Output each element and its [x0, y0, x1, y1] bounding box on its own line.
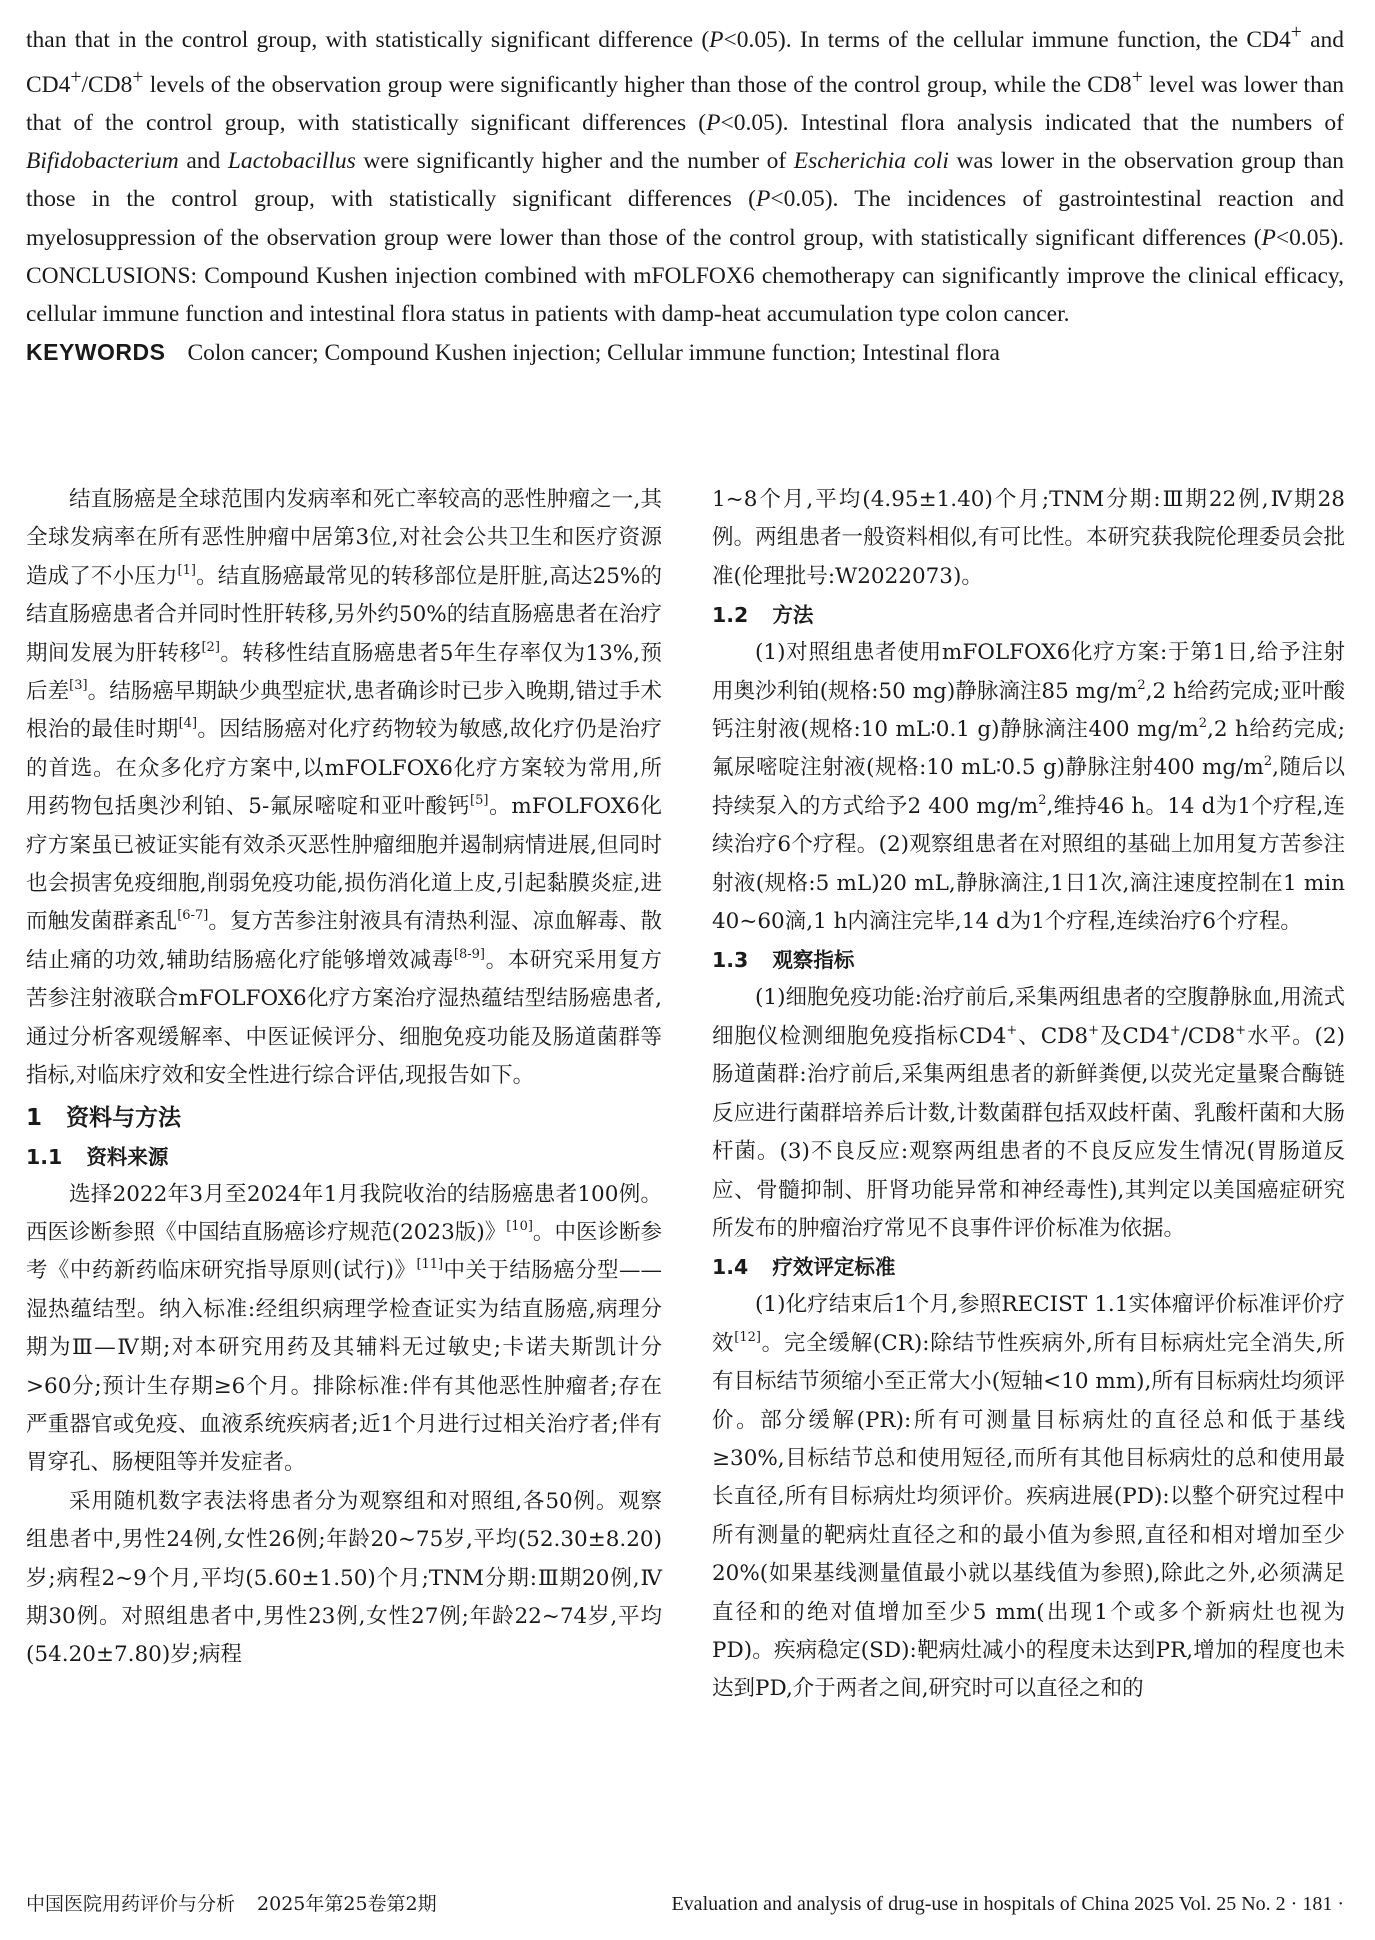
- subsection-heading-observation-indexes: 1.3 观察指标: [712, 948, 855, 973]
- grouping-paragraph: 采用随机数字表法将患者分为观察组和对照组,各50例。观察组患者中,男性24例,女性26例;年龄20~75岁,平均(52.30±8.20)岁;病程2~9个月,平均(5.60±1.50)个月;TNM分期:Ⅲ期20例,Ⅳ期30例。对照组患者中,男性23例,女性27例;年龄22~74岁,平均(54.20±7.80)岁;病程: [26, 1488, 662, 1668]
- efficacy-paragraph: (1)化疗结束后1个月,参照RECIST 1.1实体瘤评价标准评价疗效[12]。完全缓解(CR):除结节性疾病外,所有目标病灶完全消失,所有目标结节须缩小至正常大小(短轴<10 mm),所有目标病灶均须评价。部分缓解(PR):所有可测量目标病灶的直径总和低于基线≥30%,目标结节总和使用短径,而所有其他目标病灶的总和使用最长直径,所有目标病灶均须评价。疾病进展(PD):以整个研究过程中所有测量的靶病灶直径之和的最小值为参照,直径和相对增加至少20%(如果基线测量值最小就以基线值为参照),除此之外,必须满足直径和的绝对值增加至少5 mm(出现1个或多个新病灶也视为PD)。疾病稳定(SD):靶病灶减小的程度未达到PR,增加的程度也未达到PD,介于两者之间,研究时可以直径之和的: [712, 1292, 1345, 1702]
- data-source-paragraph: 选择2022年3月至2024年1月我院收治的结肠癌患者100例。西医诊断参照《中国结直肠癌诊疗规范(2023版)》[10]。中医诊断参考《中药新药临床研究指导原则(试行)》[11]中关于结肠癌分型——湿热蕴结型。纳入标准:经组织病理学检查证实为结直肠癌,病理分期为Ⅲ—Ⅳ期;对本研究用药及其辅料无过敏史;卡诺夫斯凯计分>60分;预计生存期≥6个月。排除标准:伴有其他恶性肿瘤者;存在严重器官或免疫、血液系统疾病者;近1个月进行过相关治疗者;伴有胃穿孔、肠梗阻等并发症者。: [26, 1181, 662, 1476]
- keywords-label: KEYWORDS: [26, 339, 166, 366]
- subsection-heading-efficacy-criteria: 1.4 疗效评定标准: [712, 1255, 896, 1280]
- citation: [10]: [506, 1218, 533, 1234]
- keywords-row: [26, 333, 1344, 372]
- abstract-results-conclusions: than that in the control group, with statistically significant difference (P<0.05). In terms of the cellular immune function, the CD4+ and CD4+/CD8+ levels of the observation group were significantly higher than those of the control group, while the CD8+ level was lower than that of the control group, with statistically significant differences (P<0.05). Intestinal flora analysis indicated that the numbers of Bifidobacterium and Lactobacillus were significantly higher and the number of Escherichia coli was lower in the observation group than those in the control group, with statistically significant differences (P<0.05). The incidences of gastrointestinal reaction and myelosuppression of the observation group were lower than those of the control group, with statistically significant differences (P<0.05). CONCLUSIONS: Compound Kushen injection combined with mFOLFOX6 chemotherapy can significantly improve the clinical efficacy, cellular immune function and intestinal flora status in patients with damp-heat accumulation type colon cancer.: [26, 22, 1345, 328]
- citation: [5]: [470, 793, 489, 809]
- citation: [8-9]: [453, 946, 485, 962]
- citation: [1]: [177, 562, 196, 578]
- citation: [12]: [734, 1329, 761, 1345]
- subsection-heading-methods: 1.2 方法: [712, 603, 814, 628]
- citation: [3]: [69, 678, 88, 694]
- footer-journal-en: Evaluation and analysis of drug-use in hospitals of China 2025 Vol. 25 No. 2 · 181 ·: [671, 1893, 1344, 1915]
- observation-paragraph: (1)细胞免疫功能:治疗前后,采集两组患者的空腹静脉血,用流式细胞仪检测细胞免疫指标CD4+、CD8+及CD4+/CD8+水平。(2)肠道菌群:治疗前后,采集两组患者的新鲜粪便,以荧光定量聚合酶链反应进行菌群培养后计数,计数菌群包括双歧杆菌、乳酸杆菌和大肠杆菌。(3)不良反应:观察两组患者的不良反应发生情况(胃肠道反应、骨髓抑制、肝肾功能异常和神经毒性),其判定以美国癌症研究所发布的肿瘤治疗常见不良事件评价标准为依据。: [712, 985, 1345, 1241]
- methods-paragraph: (1)对照组患者使用mFOLFOX6化疗方案:于第1日,给予注射用奥沙利铂(规格:50 mg)静脉滴注85 $mg/m^2,2$ h给药完成;亚叶酸钙注射液(规格:10 mL∶0.1 g)静脉滴注400 $mg/m^2,2$ h给药完成;氟尿嘧啶注射液(规格:10 mL∶0.5 g)静脉注射400 $mg/m^2$,随后以持续泵入的方式给予2 400 $mg/m^2$,维持46 h。14 d为1个疗程,连续治疗6个疗程。(2)观察组患者在对照组的基础上加用复方苦参注射液(规格:5 mL)20 mL,静脉滴注,1日1次,滴注速度控制在1 min 40~60滴,1 h内滴注完毕,14 d为1个疗程,连续治疗6个疗程。: [712, 640, 1346, 935]
- footer-journal-cn: 中国医院用药评价与分析 2025年第25卷第2期: [26, 1893, 437, 1915]
- section-heading-materials-methods: 1 资料与方法: [26, 1104, 182, 1131]
- keywords-text: Colon cancer; Compound Kushen injection; Cellular immune function; Intestinal flora: [187, 340, 1000, 367]
- citation: [4]: [178, 716, 198, 732]
- citation: [6-7]: [177, 908, 209, 924]
- right-column: [712, 481, 1345, 1709]
- grouping-continued: 1~8个月,平均(4.95±1.40)个月;TNM分期:Ⅲ期22例,Ⅳ期28例。两组患者一般资料相似,有可比性。本研究获我院伦理委员会批准(伦理批号:W2022073)。: [712, 487, 1345, 589]
- subsection-heading-data-source: 1.1 资料来源: [26, 1144, 169, 1169]
- page-footer: [26, 1888, 1344, 1920]
- english-abstract: [26, 14, 1344, 372]
- citation: [11]: [416, 1257, 444, 1273]
- intro-paragraph: 结直肠癌是全球范围内发病率和死亡率较高的恶性肿瘤之一,其全球发病率在所有恶性肿瘤中居第3位,对社会公共卫生和医疗资源造成了不小压力[1]。结直肠癌最常见的转移部位是肝脏,高达25%的结直肠癌患者合并同时性肝转移,另外约50%的结直肠癌患者在治疗期间发展为肝转移[2]。转移性结直肠癌患者5年生存率仅为13%,预后差[3]。结肠癌早期缺少典型症状,患者确诊时已步入晚期,错过手术根治的最佳时期[4]。因结肠癌对化疗药物较为敏感,故化疗仍是治疗的首选。在众多化疗方案中,以mFOLFOX6化疗方案较为常用,所用药物包括奥沙利铂、5-氟尿嘧啶和亚叶酸钙[5]。mFOLFOX6化疗方案虽已被证实能有效杀灭恶性肿瘤细胞并遏制病情进展,但同时也会损害免疫细胞,削弱免疫功能,损伤消化道上皮,引起黏膜炎症,进而触发菌群紊乱[6-7]。复方苦参注射液具有清热利湿、凉血解毒、散结止痛的功效,辅助结肠癌化疗能够增效减毒[8-9]。本研究采用复方苦参注射液联合mFOLFOX6化疗方案治疗湿热蕴结型结肠癌患者,通过分析客观缓解率、中医证候评分、细胞免疫功能及肠道菌群等指标,对临床疗效和安全性进行综合评估,现报告如下。: [26, 487, 662, 1089]
- left-column: [26, 481, 662, 1675]
- citation: [2]: [201, 639, 220, 655]
